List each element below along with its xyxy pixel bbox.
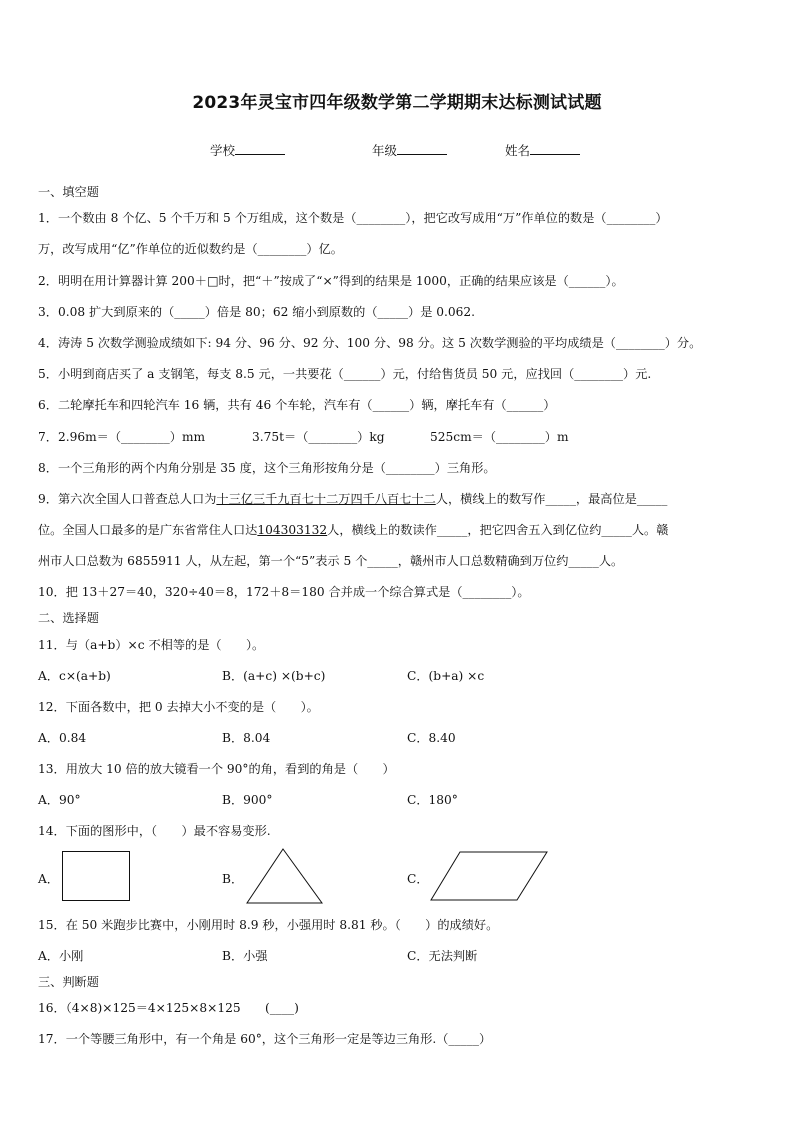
question-4: 4．涛涛 5 次数学测验成绩如下: 94 分、96 分、92 分、100 分、98 分。这 5 次数学测验的平均成绩是（________）分。 bbox=[38, 336, 702, 350]
question-11: 11．与（a+b）×c 不相等的是（ ）。 bbox=[38, 638, 265, 652]
school-blank[interactable] bbox=[235, 142, 285, 155]
question-15-option-c[interactable]: C．无法判断 bbox=[407, 949, 478, 963]
question-9-line-2 bbox=[38, 521, 668, 538]
question-6: 6．二轮摩托车和四轮汽车 16 辆，共有 46 个车轮，汽车有（______）辆，摩托车有（______） bbox=[38, 398, 556, 412]
question-9-text-2: 人，横线上的数写作_____，最高位是_____ bbox=[435, 492, 668, 506]
section-multiple-choice: 二、选择题 bbox=[38, 611, 99, 625]
question-14-option-a[interactable]: A． bbox=[38, 872, 59, 886]
question-13-option-c[interactable]: C．180° bbox=[407, 793, 458, 807]
question-12-option-b[interactable]: B．8.04 bbox=[222, 731, 271, 745]
name-field bbox=[505, 141, 580, 159]
grade-field bbox=[372, 141, 447, 159]
question-7-part-b: 3.75t＝（________）kg bbox=[252, 430, 385, 444]
question-9-population-number: 104303132 bbox=[257, 523, 328, 537]
question-1-line-1: 1．一个数由 8 个亿、5 个千万和 5 个万组成，这个数是（________），把它改写成用“万”作单位的数是（________） bbox=[38, 211, 668, 225]
question-3: 3．0.08 扩大到原来的（_____）倍是 80；62 缩小到原数的（_____）是 0.062. bbox=[38, 305, 476, 319]
question-16: 16．（4×8)×125＝4×125×8×125 (____) bbox=[38, 1001, 299, 1015]
question-14: 14．下面的图形中，（ ）最不容易变形. bbox=[38, 824, 271, 838]
question-9-line-1 bbox=[38, 490, 667, 507]
question-14-option-c[interactable]: C． bbox=[407, 872, 429, 886]
question-5: 5．小明到商店买了 a 支钢笔，每支 8.5 元，一共要花（______）元，付给售货员 50 元，应找回（________）元. bbox=[38, 367, 652, 381]
section-true-false: 三、判断题 bbox=[38, 975, 99, 989]
question-7-part-c: 525cm＝（________）m bbox=[430, 430, 569, 444]
rectangle-figure bbox=[62, 851, 132, 903]
question-13-option-b[interactable]: B．900° bbox=[222, 793, 273, 807]
question-1-line-2: 万，改写成用“亿”作单位的近似数约是（________）亿。 bbox=[38, 242, 343, 256]
question-11-option-a[interactable]: A．c×(a+b) bbox=[38, 669, 111, 683]
parallelogram-figure bbox=[430, 851, 550, 903]
triangle-figure bbox=[246, 848, 324, 905]
question-12-option-c[interactable]: C．8.40 bbox=[407, 731, 456, 745]
question-14-option-b[interactable]: B． bbox=[222, 872, 244, 886]
question-9-text-1: 9．第六次全国人口普查总人口为 bbox=[38, 492, 217, 506]
question-12-option-a[interactable]: A．0.84 bbox=[38, 731, 87, 745]
question-17: 17．一个等腰三角形中，有一个角是 60°，这个三角形一定是等边三角形.（_____） bbox=[38, 1032, 492, 1046]
grade-blank[interactable] bbox=[397, 142, 447, 155]
question-9-text-3: 位。全国人口最多的是广东省常住人口达 bbox=[38, 523, 258, 537]
question-13: 13．用放大 10 倍的放大镜看一个 90°的角，看到的角是（ ） bbox=[38, 762, 395, 776]
grade-label: 年级 bbox=[372, 143, 398, 158]
question-10: 10．把 13＋27＝40，320÷40＝8，172＋8＝180 合并成一个综合算式是（________）。 bbox=[38, 585, 530, 599]
question-9-text-4: 人，横线上的数读作_____，把它四舍五入到亿位约_____人。赣 bbox=[327, 523, 669, 537]
name-blank[interactable] bbox=[530, 142, 580, 155]
question-13-option-a[interactable]: A．90° bbox=[38, 793, 81, 807]
question-9-line-3: 州市人口总数为 6855911 人，从左起，第一个“5”表示 5 个_____，赣州市人口总数精确到万位约_____人。 bbox=[38, 554, 624, 568]
question-9-population-words: 十三亿三千九百七十二万四千八百七十二 bbox=[216, 492, 436, 506]
section-fill-in: 一、填空题 bbox=[38, 185, 99, 199]
page-title: 2023年灵宝市四年级数学第二学期期末达标测试试题 bbox=[192, 93, 602, 113]
question-15-option-a[interactable]: A．小刚 bbox=[38, 949, 84, 963]
question-11-option-c[interactable]: C．(b+a) ×c bbox=[407, 669, 485, 683]
school-field bbox=[210, 141, 285, 159]
question-7-part-a: 7．2.96m＝（________）mm bbox=[38, 430, 206, 444]
name-label: 姓名 bbox=[505, 143, 531, 158]
question-15: 15．在 50 米跑步比赛中，小刚用时 8.9 秒，小强用时 8.81 秒。（ ）的成绩好。 bbox=[38, 918, 499, 932]
question-2: 2．明明在用计算器计算 200＋□时，把“＋”按成了“×”得到的结果是 1000，正确的结果应该是（______）。 bbox=[38, 274, 624, 288]
question-11-option-b[interactable]: B．(a+c) ×(b+c) bbox=[222, 669, 326, 683]
question-8: 8．一个三角形的两个内角分别是 35 度，这个三角形按角分是（________）三角形。 bbox=[38, 461, 496, 475]
question-15-option-b[interactable]: B．小强 bbox=[222, 949, 268, 963]
question-12: 12．下面各数中，把 0 去掉大小不变的是（ ）。 bbox=[38, 700, 319, 714]
school-label: 学校 bbox=[210, 143, 236, 158]
